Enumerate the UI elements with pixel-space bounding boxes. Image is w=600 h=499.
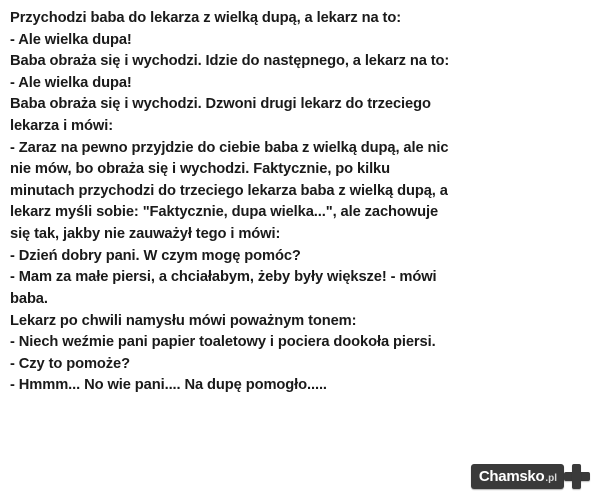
joke-line: - Niech weźmie pani papier toaletowy i pociera dookoła piersi. [10,334,436,351]
joke-line: się tak, jakby nie zauważył tego i mówi: [10,226,281,243]
joke-line: - Dzień dobry pani. W czym mogę pomóc? [10,247,301,264]
joke-line: Przychodzi baba do lekarza z wielką dupą, a lekarz na to: [10,10,401,26]
joke-line: - Hmmm... No wie pani.... Na dupę pomogło..... [10,377,327,394]
joke-line: - Ale wielka dupa! [10,74,132,91]
joke-line: - Zaraz na pewno przyjdzie do ciebie baba z wielką dupą, ale nic [10,139,449,156]
joke-line: - Czy to pomoże? [10,355,130,372]
joke-line: Baba obraża się i wychodzi. Dzwoni drugi lekarz do trzeciego [10,96,431,113]
watermark-site-name: Chamsko [478,467,545,485]
watermark-site-tld: .pl [545,472,557,484]
joke-line: Baba obraża się i wychodzi. Idzie do następnego, a lekarz na to: [10,53,450,70]
joke-text-block [10,8,590,397]
joke-line: - Ale wielka dupa! [10,31,132,48]
joke-line: lekarz myśli sobie: "Faktycznie, dupa wielka...", ale zachowuje [10,204,439,221]
joke-line: Lekarz po chwili namysłu mówi poważnym tonem: [10,312,357,329]
plus-mark-vertical-bar [572,464,581,489]
watermark-label-plate [471,464,564,489]
site-watermark [471,461,592,491]
joke-line: baba. [10,290,48,307]
joke-line: nie mów, bo obraża się i wychodzi. Faktycznie, po kilku [10,161,390,178]
joke-line: lekarza i mówi: [10,118,113,135]
joke-line: - Mam za małe piersi, a chciałabym, żeby były większe! - mówi [10,269,437,286]
joke-line: minutach przychodzi do trzeciego lekarza baba z wielką dupą, a [10,182,448,199]
plus-mark-icon [562,461,592,491]
